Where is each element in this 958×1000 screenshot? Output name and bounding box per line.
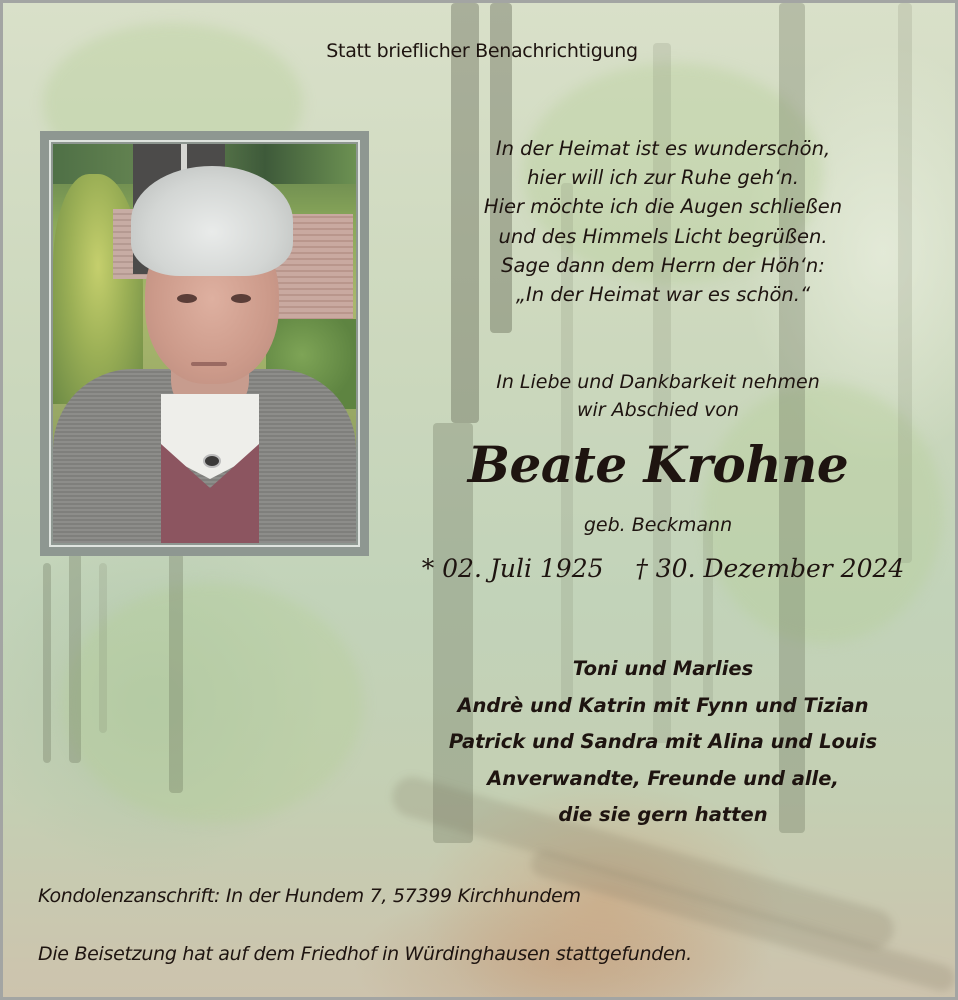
poem [423, 134, 903, 309]
mourner-line: Anverwandte, Freunde und alle, [487, 766, 839, 790]
poem-line: und des Himmels Licht begrüßen. [498, 224, 828, 248]
deceased-name: Beate Krohne [467, 435, 849, 494]
maiden-name: geb. Beckmann [583, 514, 733, 536]
mourner-line: Patrick und Sandra mit Alina und Louis [448, 730, 878, 753]
portrait-photo [53, 144, 356, 543]
poem-line: hier will ich zur Ruhe geh‘n. [527, 166, 799, 190]
life-dates: * 02. Juli 1925 † 30. Dezember 2024 [421, 554, 905, 583]
burial-note: Die Beisetzung hat auf dem Friedhof in Würdinghausen stattgefunden. [38, 943, 692, 965]
poem-line: In der Heimat ist es wunderschön, [495, 137, 831, 160]
poem-line: Hier möchte ich die Augen schließen [483, 195, 843, 219]
mourners-list [403, 651, 923, 834]
poem-line: Sage dann dem Herrn der Höh‘n: [501, 253, 825, 277]
header-notice: Statt brieflicher Benachrichtigung [326, 40, 638, 62]
mourner-line: Andrè und Katrin mit Fynn und Tizian [457, 693, 869, 717]
condolence-address: Kondolenzanschrift: In der Hundem 7, 57399 Kirchhundem [38, 885, 581, 907]
farewell-intro: In Liebe und Dankbarkeit nehmen wir Abschied von [496, 371, 820, 421]
portrait-frame [40, 131, 369, 556]
mourner-line: die sie gern hatten [558, 803, 768, 826]
poem-line: „In der Heimat war es schön.“ [515, 283, 811, 307]
mourner-line: Toni und Marlies [572, 657, 754, 680]
